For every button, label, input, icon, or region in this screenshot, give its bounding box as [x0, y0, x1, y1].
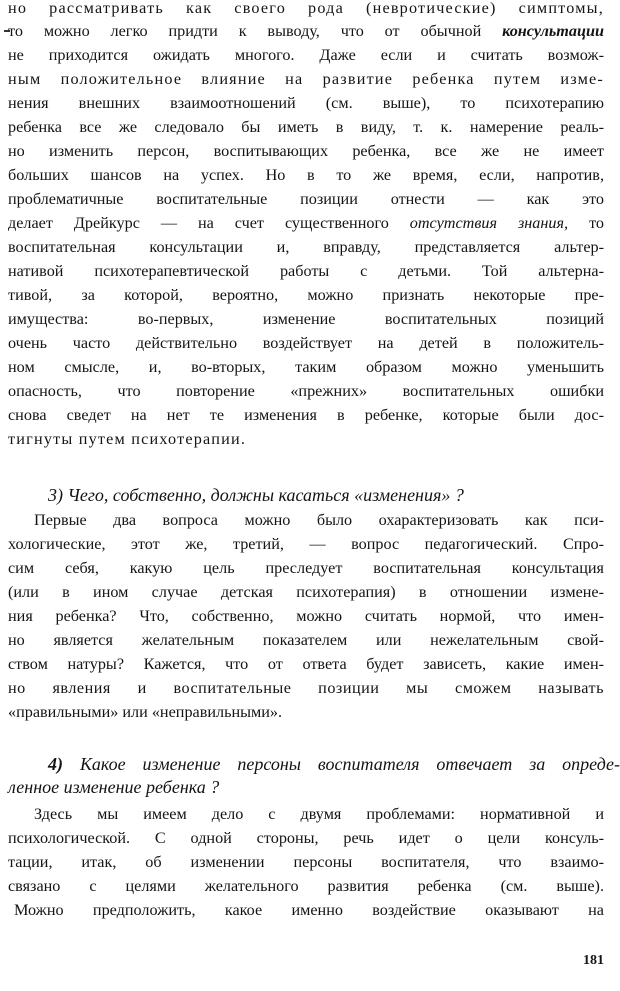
text-line: хологические, этот же, третий, — вопрос педагогический. Спро- [8, 535, 604, 553]
text-line: очень часто действительно воздействует на детей в положитель- [8, 334, 604, 352]
text-line: Первые два вопроса можно было охарактеризовать как пси- [34, 511, 604, 529]
text-line: снова сведет на нет те изменения в ребенке, которые были дос- [8, 406, 604, 424]
text-line: тивой, за которой, вероятно, можно признать некоторые пре- [8, 286, 604, 304]
heading-number: 4) [48, 754, 63, 774]
text-line: психологической. С одной стороны, речь идет о цели консуль- [8, 829, 604, 847]
text-line: ребенка все же следовало бы иметь в виду, т. к. намерение реаль- [8, 118, 604, 136]
text-line: делает Дрейкурс — на счет существенного отсутствия знания, то [8, 214, 605, 232]
text-line: ным положительное влияние на развитие ребенка путем изме- [8, 70, 604, 88]
text-line: тации, итак, об изменении персоны воспитателя, что взаимо- [8, 853, 604, 871]
text-line: (или в ином случае детская психотерапия) в отношении измене- [8, 583, 604, 601]
emphasis-text: отсутствия знания, [409, 214, 569, 232]
emphasis-text: консультации [502, 22, 604, 40]
text-line: тигнуты путем психотерапии. [8, 430, 247, 448]
section-heading: 3) Чего, собственно, должны касаться «изменения» ? [48, 485, 464, 505]
text-line: нения внешних взаимоотношений (см. выше), то психотерапию [8, 94, 604, 112]
section-heading: 4) Какое изменение персоны воспитателя отвечает за опреде- [48, 754, 620, 774]
text-line: но изменить персон, воспитывающих ребенка, все же не имеет [8, 142, 604, 160]
text-line: воспитательная консультации и, вправду, представляется альтер- [8, 238, 604, 256]
text-line: но рассматривать как своего рода (невротические) симптомы, [8, 0, 604, 17]
text-line: «правильными» или «неправильными». [8, 703, 283, 721]
text-line: но является желательным показателем или нежелательным свой- [8, 631, 604, 649]
text-line: то можно легко придти к выводу, что от обычной консультации [8, 22, 604, 40]
text-line: не приходится ожидать многого. Даже если и считать возмож- [8, 46, 604, 64]
text-line: больших шансов на успех. Но в то же время, если, напротив, [8, 166, 604, 184]
text-line: связано с целями желательного развития ребенка (см. выше). [8, 877, 604, 895]
text-line: нативой психотерапевтической работы с детьми. Той альтерна- [8, 262, 604, 280]
text-line: ном смысле, и, во-вторых, таким образом можно уменьшить [8, 358, 604, 376]
text-line: ния ребенка? Что, собственно, можно считать нормой, что имен- [8, 607, 604, 625]
section-heading-cont: ленное изменение ребенка ? [8, 777, 220, 797]
text-line: ством натуры? Кажется, что от ответа будет зависеть, какие имен- [8, 655, 604, 673]
text-line: опасность, что повторение «прежних» воспитательных ошибки [8, 382, 604, 400]
text-line: проблематичные воспитательные позиции отнести — как это [8, 190, 604, 208]
text-line: но явления и воспитательные позиции мы сможем называть [8, 679, 604, 697]
page-number: 181 [583, 953, 604, 968]
text-line: сим себя, какую цель преследует воспитательная консультация [8, 559, 604, 577]
text-line: Здесь мы имеем дело с двумя проблемами: нормативной и [34, 805, 604, 823]
text-line: Можно предположить, какое именно воздействие оказывают на [14, 901, 604, 919]
text-line: имущества: во-первых, изменение воспитательных позиций [8, 310, 604, 328]
